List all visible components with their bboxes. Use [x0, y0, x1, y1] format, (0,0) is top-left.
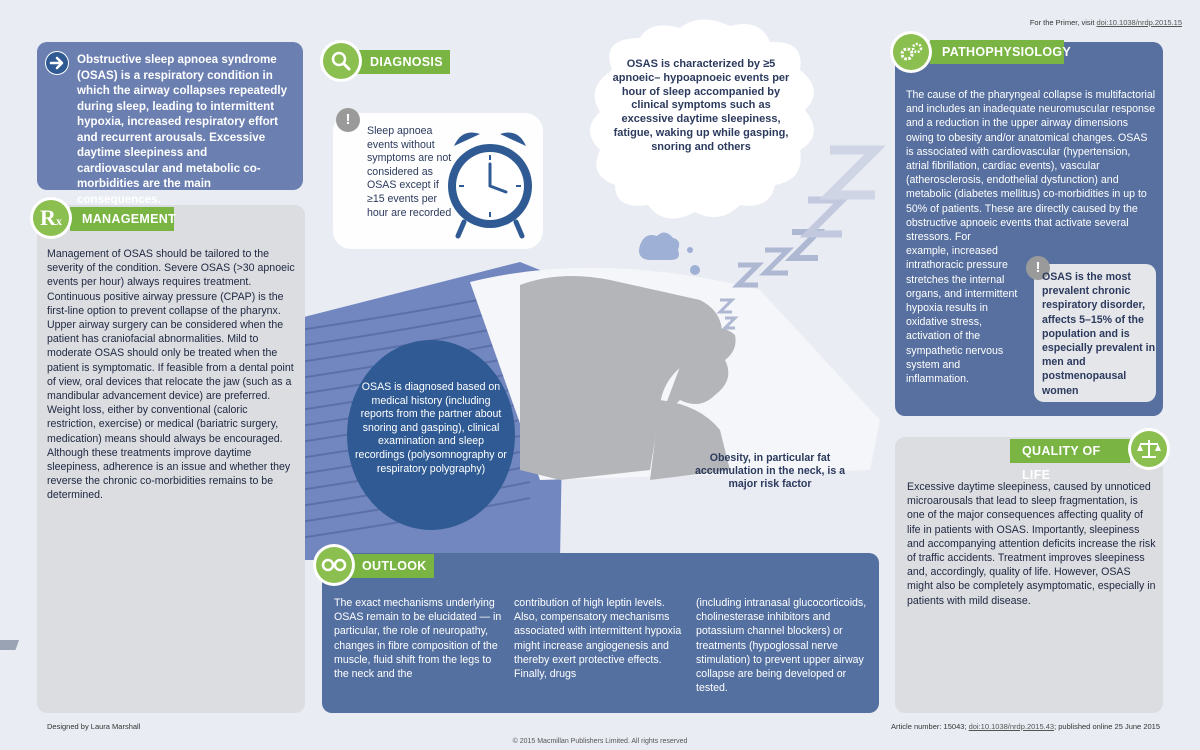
outlook-column-2: contribution of high leptin levels. Also, compensatory mechanisms associated with intermittent hypoxia might increase angiogenesis and thereby exert protective effects. Finally, drugs — [514, 597, 682, 681]
quality-of-life-title-text: QUALITY OF LIFE — [1022, 444, 1101, 482]
copyright-notice: © 2015 Macmillan Publishers Limited. All rights reserved — [512, 738, 688, 745]
outlook-column-3: (including intranasal glucocorticoids, cholinesterase inhibitors and potassium channel blockers) or treatments (hypoglossal nerve stimulation) to prevent upper airway collapse are being developed or tested. — [696, 597, 867, 695]
breath-bubbles — [639, 232, 700, 275]
pathophysiology-text-main: The cause of the pharyngeal collapse is multifactorial and includes an inadequate neuromuscular response and a reduction in the upper airway dimensions owing to obesity and/or anatomical changes. OSAS is associated with cardiovascular (hypertension, atrial fibrillation, cardiac events), vascular (atherosclerosis, endothelial dysfunction) and metabolic (diabetes mellitus) co-morbidities in up to 50% of patients. These are directly caused by the obstructive apnoeic events that activate several stressors. For — [906, 89, 1156, 244]
primer-doi-link[interactable]: doi:10.1038/nrdp.2015.15 — [1096, 18, 1182, 27]
alarm-clock-icon — [440, 122, 540, 242]
rx-icon: Rx — [30, 197, 72, 239]
intro-text: Obstructive sleep apnoea syndrome (OSAS) is a respiratory condition in which the airway collapses repeatedly during sleep, leading to intermittent hypoxia, increased respiratory effort and recurrent arousals. Excessive daytime sleepiness and cardiovascular and metabolic co-morbidities are the main consequences. — [77, 53, 288, 206]
gears-icon — [890, 31, 932, 73]
diagnosis-title — [350, 50, 450, 74]
designer-credit: Designed by Laura Marshall — [47, 722, 141, 731]
infinity-icon — [313, 544, 355, 586]
pathophysiology-text-continued: example, increased intrathoracic pressure stretches the internal organs, and intermittent hypoxia results in oxidative stress, activation of the sympathetic nervous system and inflammation. — [906, 245, 1018, 386]
quality-of-life-text: Excessive daytime sleepiness, caused by unnoticed microarousals that lead to sleep fragmentation, is one of the major consequences affecting quality of life in patients with OSAS. Importantly, sleepiness and accompanying attention deficits increase the risk of traffic accidents. Treatment improves sleepiness and, accordingly, quality of life. However, OSAS might also be completely asymptomatic, especially in patients with mild disease. — [907, 481, 1156, 607]
publication-date: ; published online 25 June 2015 — [1054, 722, 1160, 731]
primer-reference-prefix: For the Primer, visit — [1029, 18, 1097, 27]
scales-icon — [1128, 428, 1170, 470]
outlook-title-text: OUTLOOK — [362, 559, 427, 573]
management-title — [70, 207, 174, 231]
primer-reference — [1030, 18, 1182, 27]
arrow-right-icon — [45, 51, 69, 75]
diagnosis-method-text: OSAS is diagnosed based on medical history (including reports from the partner about snoring and gasping), clinical examination and sleep recordings (polysomnography or respiratory polygraphy) — [355, 381, 507, 475]
risk-factor-text: Obesity, in particular fat accumulation in the neck, is a major risk factor — [694, 452, 846, 491]
outlook-column-1: The exact mechanisms underlying OSAS remain to be elucidated — in particular, the role of neuropathy, changes in fibre composition of the muscle, fluid shift from the legs to the neck and the — [334, 597, 502, 681]
pathophysiology-title-text: PATHOPHYSIOLOGY — [942, 45, 1072, 59]
management-text: Management of OSAS should be tailored to the severity of the condition. Severe OSAS (>30 apnoeic events per hour) always requires treatment. Continuous positive airway pressure (CPAP) is the first-line option to prevent collapse of the pharynx. Upper airway surgery can be considered when the patient has craniofacial abnormalities. Mild to moderate OSAS should only be treated when the patient is symptomatic. If feasible from a dental point of view, oral devices that relocate the jaw (such as a mandibular advancement device) are preferred. Weight loss, either by conventional (caloric restriction, exercise) or medical (bariatric surgery, medication) means should always be encouraged. Although these treatments improve daytime sleepiness, adherence is an issue and whether they reverse the chronic co-morbidities remains to be determined. — [47, 248, 295, 502]
diagnosis-title-text: DIAGNOSIS — [370, 55, 443, 69]
magnifier-icon — [320, 40, 362, 82]
osas-definition-text: OSAS is characterized by ≥5 apnoeic– hypoapnoeic events per hour of sleep accompanied by clinical symptoms such as excessive daytime sleepiness, fatigue, waking up while gasping, snoring and others — [612, 58, 790, 153]
quality-of-life-title — [1010, 439, 1130, 482]
sleeping-person-silhouette — [520, 276, 736, 480]
article-doi-link[interactable]: doi:10.1038/nrdp.2015.43 — [968, 722, 1055, 731]
article-number: Article number: 15043; — [891, 722, 969, 731]
diagnosis-note-text: Sleep apnoea events without symptoms are not considered as OSAS except if ≥15 events per hour are recorded — [367, 125, 452, 219]
pathophysiology-title — [930, 40, 1072, 64]
intro-box — [37, 42, 303, 206]
article-reference — [891, 722, 1160, 731]
exclamation-icon: ! — [1026, 256, 1050, 280]
management-title-text: MANAGEMENT — [82, 212, 176, 226]
outlook-title — [350, 554, 434, 578]
prevalence-text: OSAS is the most prevalent chronic respiratory disorder, affects 5–15% of the population and is especially prevalent in men and postmenopausal women — [1042, 271, 1156, 397]
exclamation-icon: ! — [336, 108, 360, 132]
